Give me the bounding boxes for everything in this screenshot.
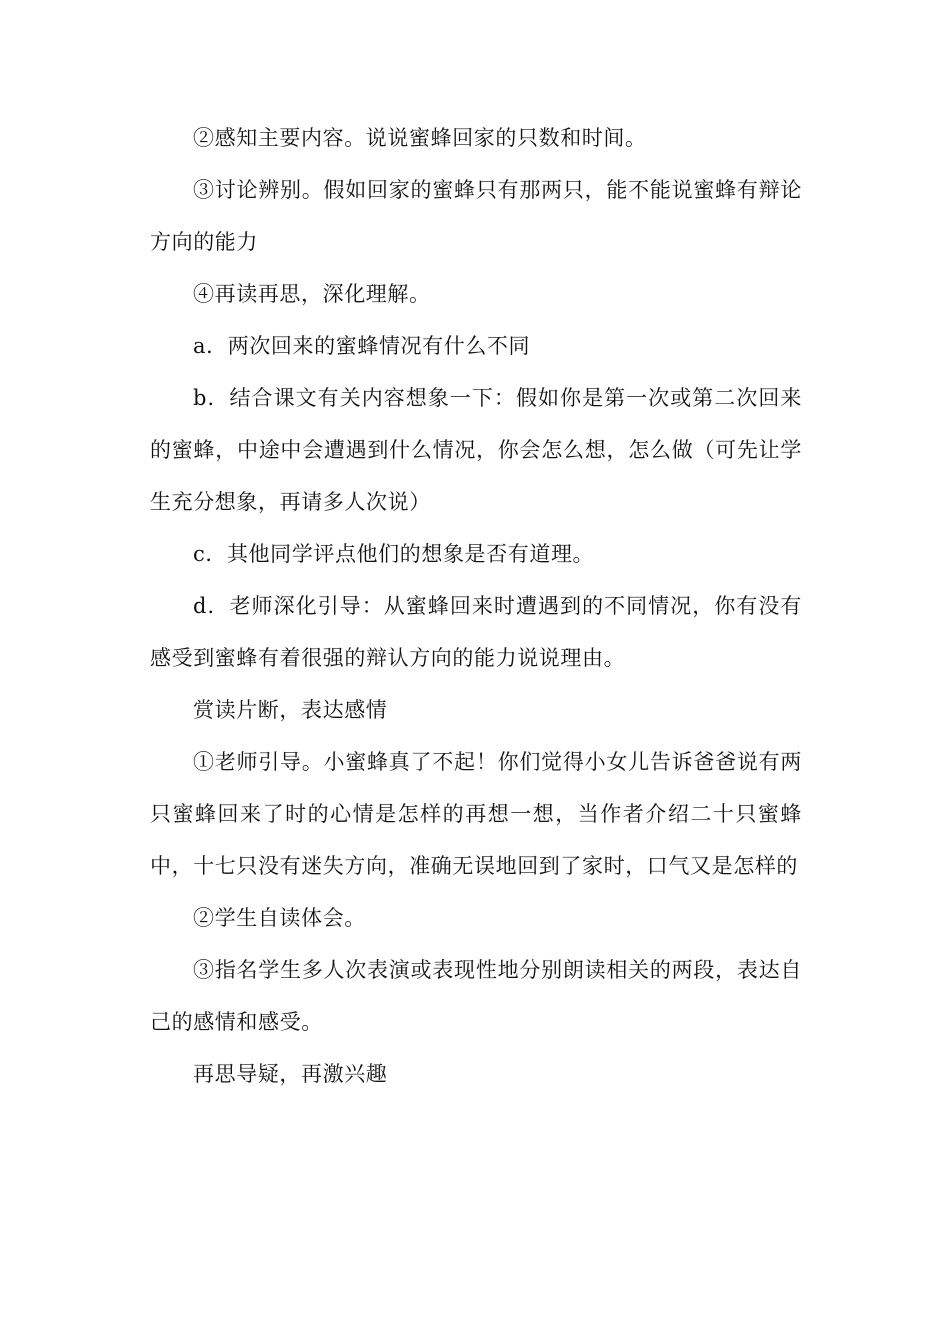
paragraph-discuss: ③讨论辨别。假如回家的蜜蜂只有那两只，能不能说蜜蜂有辩论方向的能力 (150, 178, 802, 254)
paragraph-item-b: b．结合课文有关内容想象一下：假如你是第一次或第二次回来的蜜蜂，中途中会遭遇到什么情况，你会怎么想，怎么做（可先让学生充分想象，再请多人次说） (150, 386, 802, 514)
document-body (150, 112, 802, 1100)
paragraph-self-read: ②学生自读体会。 (193, 906, 366, 930)
section-heading-rethink: 再思导疑，再激兴趣 (193, 1062, 388, 1086)
paragraph-item-d: d．老师深化引导：从蜜蜂回来时遭遇到的不同情况，你有没有感受到蜜蜂有着很强的辩认方向的能力说说理由。 (150, 594, 802, 670)
paragraph-perceive-content: ②感知主要内容。说说蜜蜂回家的只数和时间。 (193, 126, 647, 150)
paragraph-reread: ④再读再思，深化理解。 (193, 282, 431, 306)
paragraph-teacher-guide: ①老师引导。小蜜蜂真了不起！你们觉得小女儿告诉爸爸说有两只蜜蜂回来了时的心情是怎样的再想一想，当作者介绍二十只蜜蜂中，十七只没有迷失方向，准确无误地回到了家时，口气又是怎样的 (150, 750, 802, 878)
paragraph-item-c: c．其他同学评点他们的想象是否有道理。 (193, 542, 595, 566)
paragraph-read-aloud: ③指名学生多人次表演或表现性地分别朗读相关的两段，表达自己的感情和感受。 (150, 958, 802, 1034)
section-heading-appreciate: 赏读片断，表达感情 (193, 698, 388, 722)
paragraph-item-a: a．两次回来的蜜蜂情况有什么不同 (193, 334, 531, 358)
